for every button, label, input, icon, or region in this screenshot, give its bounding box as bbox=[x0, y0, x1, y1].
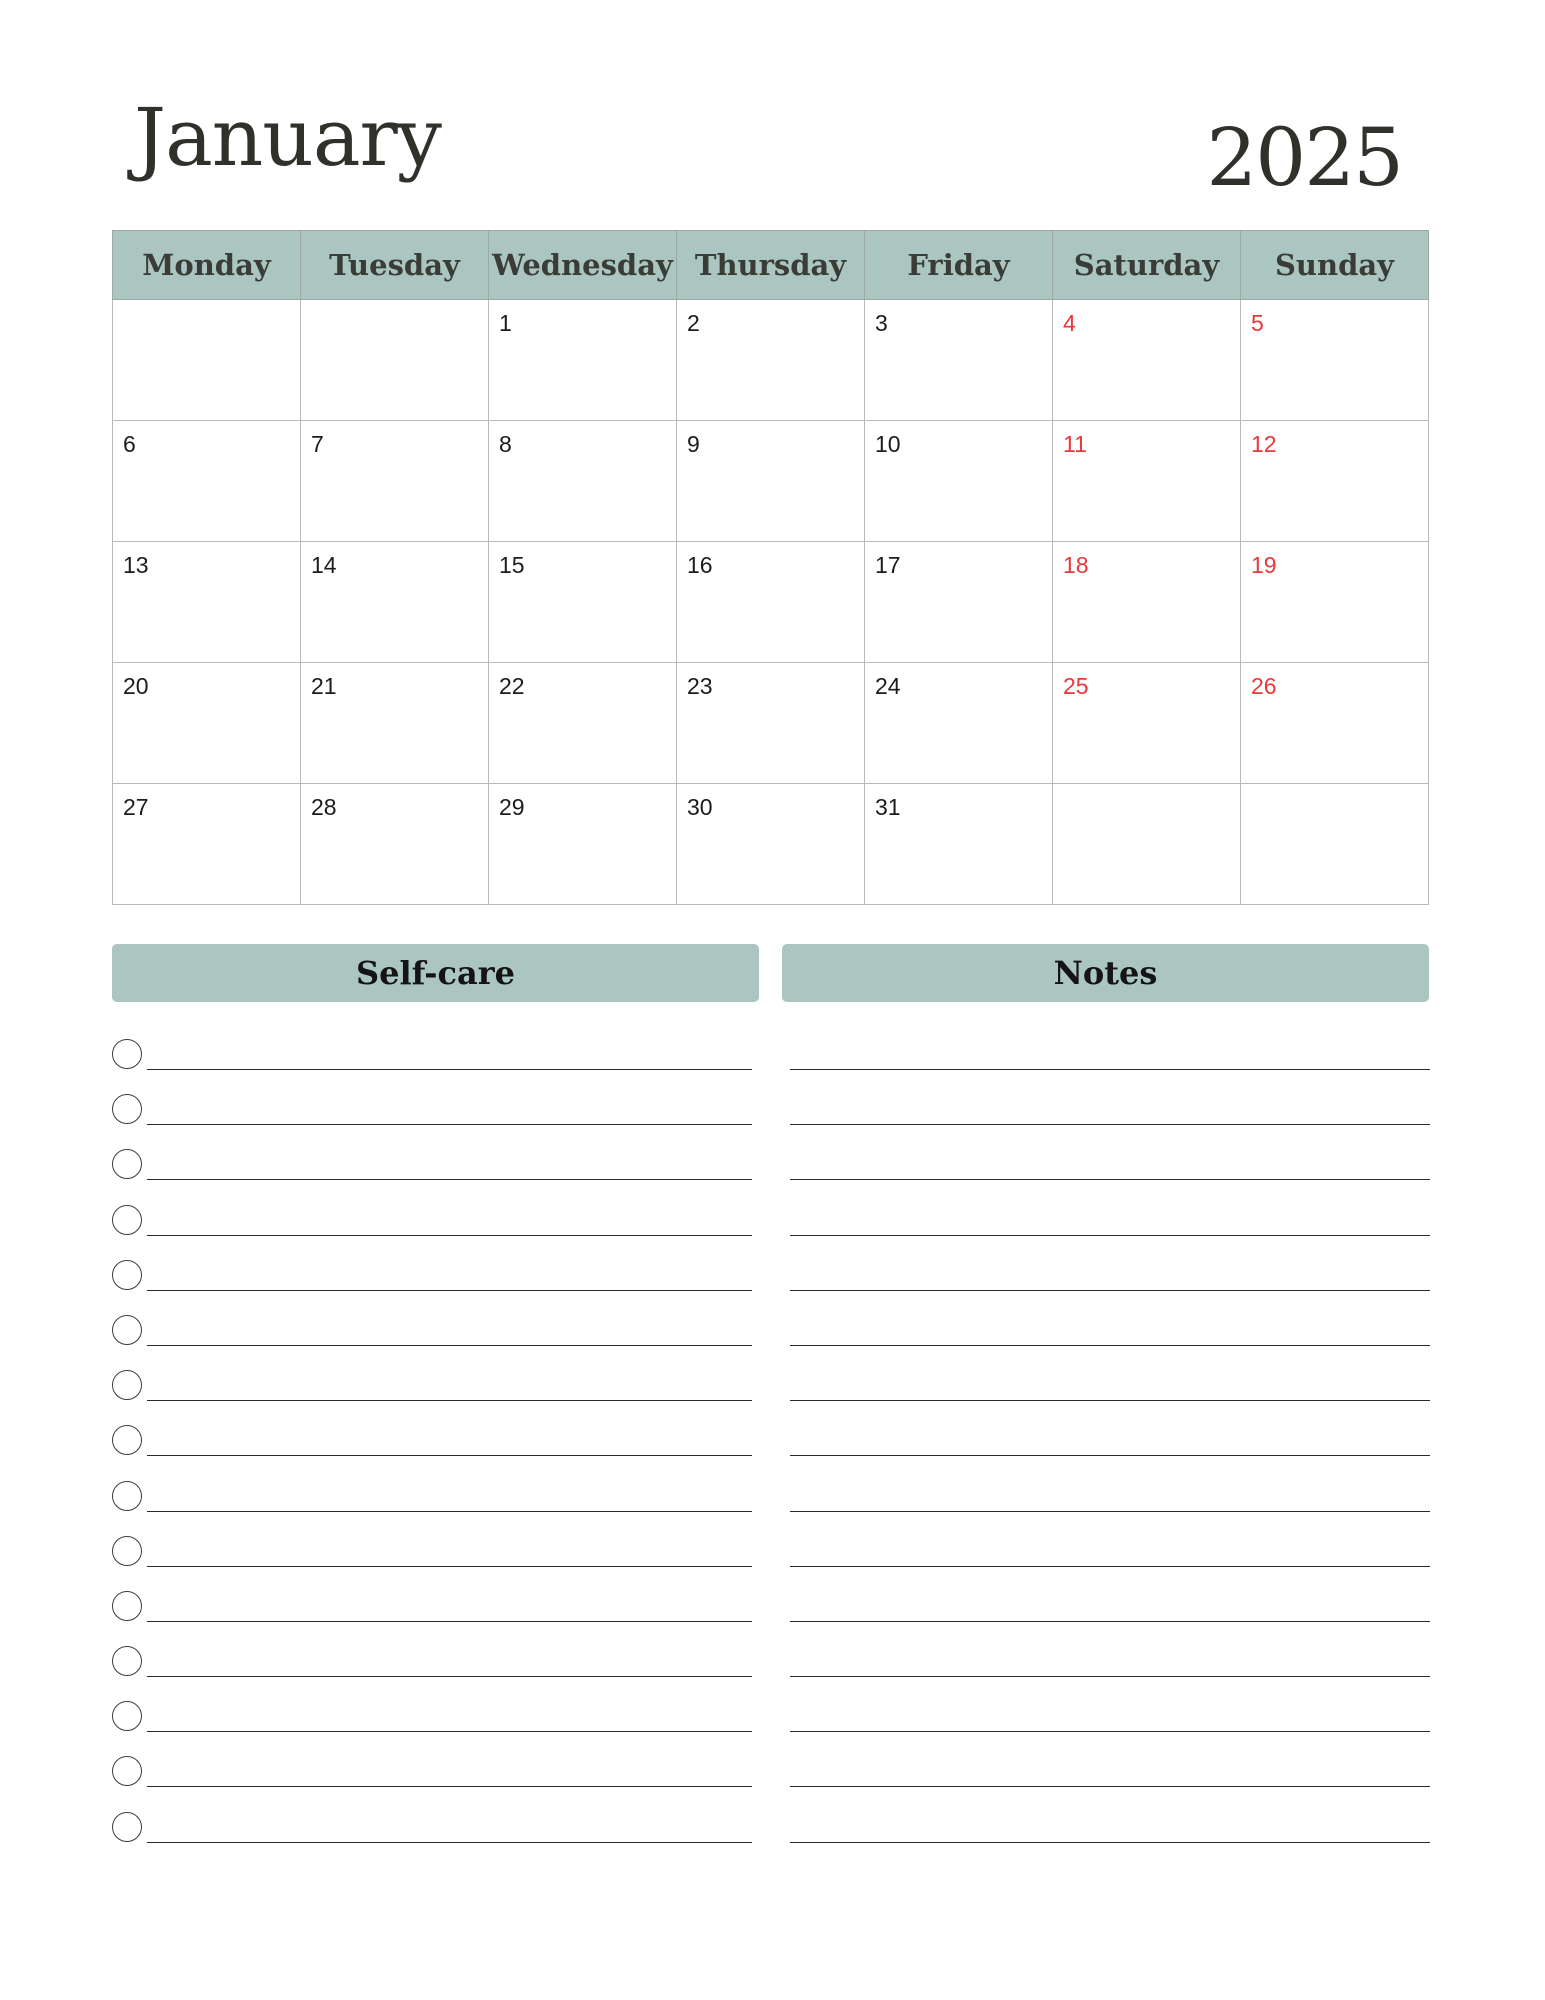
notes-item bbox=[790, 1090, 1430, 1145]
selfcare-item bbox=[112, 1421, 752, 1476]
weekday-saturday: Saturday bbox=[1053, 231, 1241, 300]
notes-write-line[interactable] bbox=[790, 1290, 1430, 1291]
calendar-day-cell[interactable] bbox=[1241, 784, 1429, 905]
notes-item bbox=[790, 1145, 1430, 1200]
notes-write-line[interactable] bbox=[790, 1566, 1430, 1567]
day-number: 20 bbox=[123, 673, 149, 699]
calendar-day-cell[interactable] bbox=[1241, 663, 1429, 784]
calendar-day-cell[interactable] bbox=[301, 663, 489, 784]
selfcare-write-line[interactable] bbox=[147, 1124, 752, 1125]
calendar-day-cell[interactable] bbox=[865, 663, 1053, 784]
selfcare-write-line[interactable] bbox=[147, 1676, 752, 1677]
notes-write-line[interactable] bbox=[790, 1842, 1430, 1843]
calendar-day-cell[interactable] bbox=[1053, 663, 1241, 784]
notes-item bbox=[790, 1752, 1430, 1807]
calendar-day-cell[interactable] bbox=[113, 300, 301, 421]
calendar-day-cell[interactable] bbox=[301, 300, 489, 421]
selfcare-list bbox=[112, 1035, 752, 1863]
day-number: 19 bbox=[1251, 552, 1277, 578]
notes-list bbox=[790, 1035, 1430, 1863]
selfcare-item bbox=[112, 1090, 752, 1145]
calendar-day-cell[interactable] bbox=[301, 542, 489, 663]
month-title: January bbox=[134, 91, 441, 184]
selfcare-item bbox=[112, 1532, 752, 1587]
selfcare-write-line[interactable] bbox=[147, 1621, 752, 1622]
notes-write-line[interactable] bbox=[790, 1731, 1430, 1732]
notes-write-line[interactable] bbox=[790, 1179, 1430, 1180]
notes-write-line[interactable] bbox=[790, 1676, 1430, 1677]
day-number: 2 bbox=[687, 310, 700, 336]
notes-write-line[interactable] bbox=[790, 1345, 1430, 1346]
day-number: 23 bbox=[687, 673, 713, 699]
selfcare-write-line[interactable] bbox=[147, 1345, 752, 1346]
calendar-day-cell[interactable] bbox=[677, 663, 865, 784]
checkbox-circle-icon[interactable] bbox=[112, 1039, 142, 1069]
calendar-day-cell[interactable] bbox=[677, 300, 865, 421]
notes-write-line[interactable] bbox=[790, 1786, 1430, 1787]
day-number: 11 bbox=[1063, 431, 1087, 457]
calendar-day-cell[interactable] bbox=[677, 784, 865, 905]
selfcare-item bbox=[112, 1642, 752, 1697]
day-number: 16 bbox=[687, 552, 713, 578]
calendar-day-cell[interactable] bbox=[489, 784, 677, 905]
calendar-day-cell[interactable] bbox=[301, 421, 489, 542]
day-number: 5 bbox=[1251, 310, 1264, 336]
selfcare-item bbox=[112, 1808, 752, 1863]
checkbox-circle-icon[interactable] bbox=[112, 1315, 142, 1345]
selfcare-item bbox=[112, 1035, 752, 1090]
calendar-day-cell[interactable] bbox=[113, 663, 301, 784]
selfcare-write-line[interactable] bbox=[147, 1731, 752, 1732]
notes-item bbox=[790, 1642, 1430, 1697]
selfcare-item bbox=[112, 1311, 752, 1366]
selfcare-write-line[interactable] bbox=[147, 1179, 752, 1180]
calendar-week-row bbox=[113, 542, 1429, 663]
calendar-day-cell[interactable] bbox=[113, 542, 301, 663]
calendar-day-cell[interactable] bbox=[1053, 542, 1241, 663]
calendar-day-cell[interactable] bbox=[489, 663, 677, 784]
calendar-day-cell[interactable] bbox=[1241, 421, 1429, 542]
calendar-week-row bbox=[113, 421, 1429, 542]
checkbox-circle-icon[interactable] bbox=[112, 1756, 142, 1786]
calendar-grid bbox=[112, 230, 1429, 905]
calendar-week-row bbox=[113, 784, 1429, 905]
notes-write-line[interactable] bbox=[790, 1400, 1430, 1401]
notes-write-line[interactable] bbox=[790, 1455, 1430, 1456]
selfcare-write-line[interactable] bbox=[147, 1786, 752, 1787]
day-number: 21 bbox=[311, 673, 337, 699]
notes-write-line[interactable] bbox=[790, 1621, 1430, 1622]
calendar-day-cell[interactable] bbox=[489, 300, 677, 421]
checkbox-circle-icon[interactable] bbox=[112, 1149, 142, 1179]
calendar-day-cell[interactable] bbox=[489, 421, 677, 542]
calendar-day-cell[interactable] bbox=[865, 300, 1053, 421]
calendar-day-cell[interactable] bbox=[865, 784, 1053, 905]
weekday-header-row bbox=[113, 231, 1429, 300]
checkbox-circle-icon[interactable] bbox=[112, 1205, 142, 1235]
checkbox-circle-icon[interactable] bbox=[112, 1536, 142, 1566]
notes-item bbox=[790, 1201, 1430, 1256]
day-number: 10 bbox=[875, 431, 901, 457]
day-number: 15 bbox=[499, 552, 525, 578]
selfcare-write-line[interactable] bbox=[147, 1069, 752, 1070]
day-number: 31 bbox=[875, 794, 901, 820]
selfcare-write-line[interactable] bbox=[147, 1566, 752, 1567]
weekday-sunday: Sunday bbox=[1241, 231, 1429, 300]
calendar-day-cell[interactable] bbox=[865, 421, 1053, 542]
selfcare-item bbox=[112, 1201, 752, 1256]
checkbox-circle-icon[interactable] bbox=[112, 1094, 142, 1124]
checkbox-circle-icon[interactable] bbox=[112, 1812, 142, 1842]
day-number: 12 bbox=[1251, 431, 1277, 457]
weekday-thursday: Thursday bbox=[677, 231, 865, 300]
notes-item bbox=[790, 1532, 1430, 1587]
selfcare-write-line[interactable] bbox=[147, 1842, 752, 1843]
weekday-tuesday: Tuesday bbox=[301, 231, 489, 300]
checkbox-circle-icon[interactable] bbox=[112, 1425, 142, 1455]
day-number: 13 bbox=[123, 552, 149, 578]
notes-item bbox=[790, 1256, 1430, 1311]
calendar-day-cell[interactable] bbox=[1053, 784, 1241, 905]
day-number: 3 bbox=[875, 310, 888, 336]
day-number: 29 bbox=[499, 794, 525, 820]
calendar-day-cell[interactable] bbox=[677, 542, 865, 663]
day-number: 9 bbox=[687, 431, 700, 457]
weekday-monday: Monday bbox=[113, 231, 301, 300]
day-number: 27 bbox=[123, 794, 149, 820]
calendar-day-cell[interactable] bbox=[1241, 300, 1429, 421]
calendar-day-cell[interactable] bbox=[1053, 421, 1241, 542]
calendar-day-cell[interactable] bbox=[1053, 300, 1241, 421]
selfcare-write-line[interactable] bbox=[147, 1455, 752, 1456]
weekday-friday: Friday bbox=[865, 231, 1053, 300]
selfcare-write-line[interactable] bbox=[147, 1235, 752, 1236]
selfcare-item bbox=[112, 1256, 752, 1311]
day-number: 18 bbox=[1063, 552, 1089, 578]
day-number: 7 bbox=[311, 431, 324, 457]
selfcare-item bbox=[112, 1145, 752, 1200]
day-number: 14 bbox=[311, 552, 337, 578]
day-number: 24 bbox=[875, 673, 901, 699]
selfcare-write-line[interactable] bbox=[147, 1400, 752, 1401]
notes-write-line[interactable] bbox=[790, 1124, 1430, 1125]
notes-write-line[interactable] bbox=[790, 1235, 1430, 1236]
notes-item bbox=[790, 1035, 1430, 1090]
calendar-day-cell[interactable] bbox=[865, 542, 1053, 663]
day-number: 22 bbox=[499, 673, 525, 699]
notes-item bbox=[790, 1421, 1430, 1476]
weekday-wednesday: Wednesday bbox=[489, 231, 677, 300]
notes-item bbox=[790, 1311, 1430, 1366]
notes-item bbox=[790, 1366, 1430, 1421]
calendar-day-cell[interactable] bbox=[1241, 542, 1429, 663]
calendar-day-cell[interactable] bbox=[113, 784, 301, 905]
day-number: 4 bbox=[1063, 310, 1076, 336]
day-number: 26 bbox=[1251, 673, 1277, 699]
day-number: 6 bbox=[123, 431, 136, 457]
notes-header: Notes bbox=[782, 944, 1429, 1002]
calendar-day-cell[interactable] bbox=[677, 421, 865, 542]
day-number: 28 bbox=[311, 794, 337, 820]
selfcare-write-line[interactable] bbox=[147, 1290, 752, 1291]
day-number: 8 bbox=[499, 431, 512, 457]
notes-item bbox=[790, 1808, 1430, 1863]
selfcare-item bbox=[112, 1477, 752, 1532]
year-title: 2025 bbox=[1206, 111, 1402, 204]
selfcare-write-line[interactable] bbox=[147, 1511, 752, 1512]
checkbox-circle-icon[interactable] bbox=[112, 1260, 142, 1290]
checkbox-circle-icon[interactable] bbox=[112, 1646, 142, 1676]
selfcare-item bbox=[112, 1366, 752, 1421]
selfcare-item bbox=[112, 1587, 752, 1642]
selfcare-item bbox=[112, 1752, 752, 1807]
checkbox-circle-icon[interactable] bbox=[112, 1370, 142, 1400]
calendar-week-row bbox=[113, 300, 1429, 421]
notes-write-line[interactable] bbox=[790, 1069, 1430, 1070]
calendar-day-cell[interactable] bbox=[113, 421, 301, 542]
calendar-day-cell[interactable] bbox=[489, 542, 677, 663]
checkbox-circle-icon[interactable] bbox=[112, 1481, 142, 1511]
notes-item bbox=[790, 1697, 1430, 1752]
day-number: 17 bbox=[875, 552, 901, 578]
day-number: 1 bbox=[499, 310, 512, 336]
notes-item bbox=[790, 1587, 1430, 1642]
day-number: 25 bbox=[1063, 673, 1089, 699]
selfcare-item bbox=[112, 1697, 752, 1752]
selfcare-header: Self-care bbox=[112, 944, 759, 1002]
checkbox-circle-icon[interactable] bbox=[112, 1701, 142, 1731]
notes-write-line[interactable] bbox=[790, 1511, 1430, 1512]
calendar-week-row bbox=[113, 663, 1429, 784]
checkbox-circle-icon[interactable] bbox=[112, 1591, 142, 1621]
calendar-day-cell[interactable] bbox=[301, 784, 489, 905]
day-number: 30 bbox=[687, 794, 713, 820]
notes-item bbox=[790, 1477, 1430, 1532]
